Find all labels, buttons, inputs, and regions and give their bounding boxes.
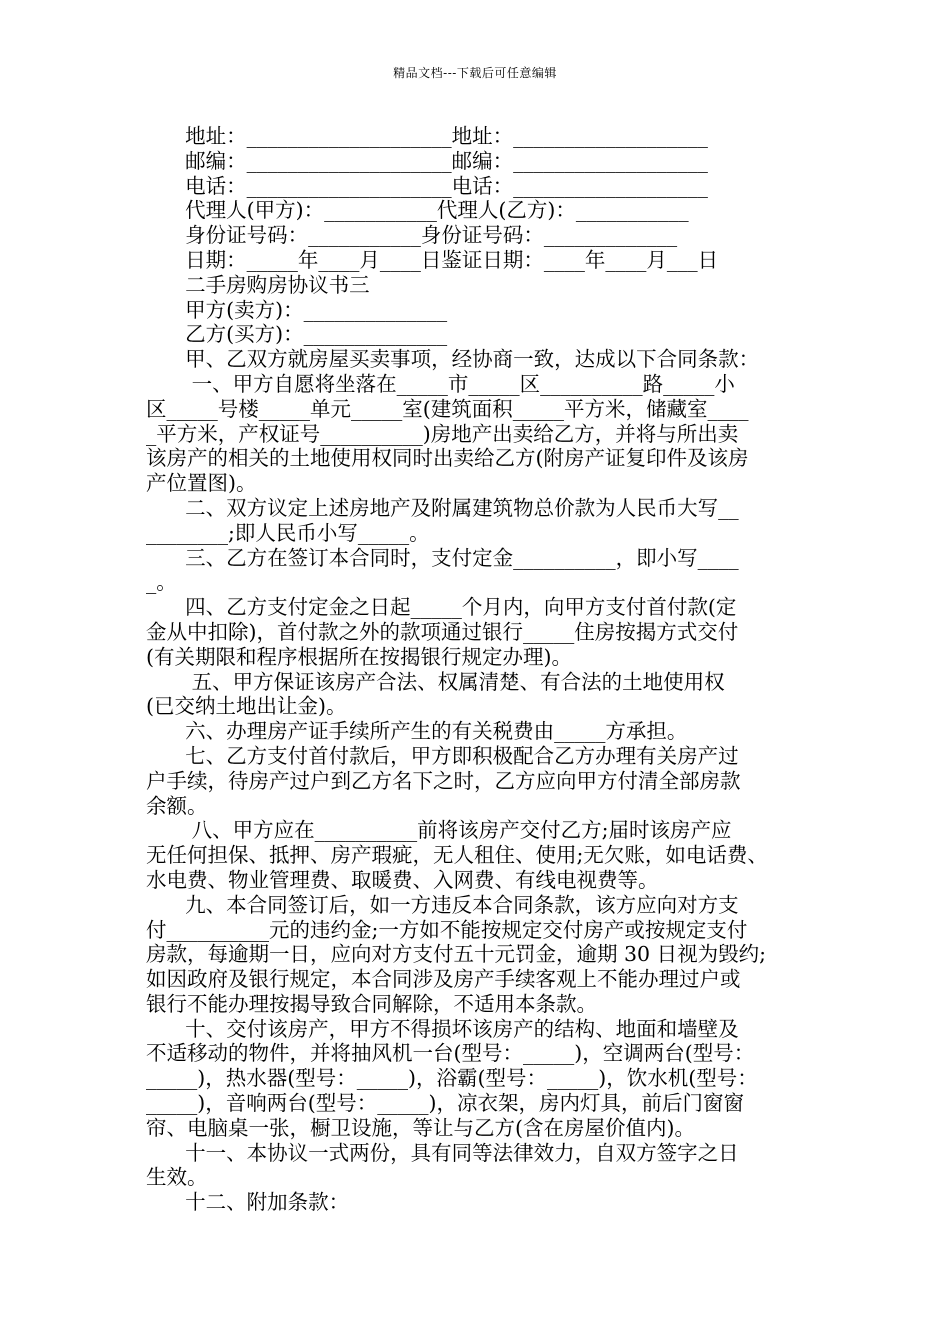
text-line: _____)，热水器(型号：_____)，浴霸(型号：_____)，饮水机(型号： — [146, 1066, 758, 1091]
contract-body — [146, 124, 816, 1215]
text-line: 不适移动的物件，并将抽风机一台(型号：_____)，空调两台(型号： — [146, 1041, 755, 1066]
text-line: 八、甲方应在__________前将该房产交付乙方;届时该房产应 — [146, 818, 732, 843]
text-line: 产位置图)。 — [146, 471, 257, 496]
text-line: 七、乙方支付首付款后，甲方即积极配合乙方办理有关房产过 — [146, 743, 739, 768]
text-line: _。 — [146, 570, 177, 595]
text-line: _平方米，产权证号__________)房地产出卖给乙方，并将与所出卖 — [146, 421, 739, 446]
text-line: 邮编：____________________邮编：___________________ — [146, 148, 708, 173]
text-line: 日期：_____年____月____日鉴证日期：____年____月___日 — [146, 247, 719, 272]
text-line: 金从中扣除)，首付款之外的款项通过银行_____住房按揭方式交付 — [146, 619, 739, 644]
text-line: 付__________元的违约金;一方如不能按规定交付房产或按规定支付 — [146, 917, 748, 942]
text-line: (有关期限和程序根据所在按揭银行规定办理)。 — [146, 644, 572, 669]
text-line: 六、办理房产证手续所产生的有关税费由_____方承担。 — [146, 719, 688, 744]
text-line: 房款，每逾期一日，应向对方支付五十元罚金，逾期 30 日视为毁约; — [146, 942, 767, 967]
text-line: 一、甲方自愿将坐落在_____市_____区__________路_____小 — [146, 371, 735, 396]
text-line: 身份证号码：___________身份证号码：_____________ — [146, 223, 678, 248]
text-line: 五、甲方保证该房产合法、权属清楚、有合法的土地使用权 — [146, 669, 725, 694]
text-line: _____)，音响两台(型号：_____)，凉衣架，房内灯具，前后门窗窗 — [146, 1091, 744, 1116]
text-line: 水电费、物业管理费、取暖费、入网费、有线电视费等。 — [146, 867, 659, 892]
text-line: 三、乙方在签订本合同时，支付定金__________，即小写____ — [146, 545, 739, 570]
text-line: 九、本合同签订后，如一方违反本合同条款，该方应向对方支 — [146, 892, 739, 917]
text-line: 电话：____________________电话：___________________ — [146, 173, 708, 198]
text-line: 二手房购房协议书三 — [146, 272, 370, 297]
page-header: 精品文档---下载后可任意编辑 — [393, 66, 557, 80]
text-line: 无任何担保、抵押、房产瑕疵，无人租住、使用;无欠账，如电话费、 — [146, 843, 768, 868]
text-line: 地址：____________________地址：___________________ — [146, 124, 708, 148]
text-line: 户手续，待房产过户到乙方名下之时，乙方应向甲方付清全部房款 — [146, 768, 741, 793]
text-line: 该房产的相关的土地使用权同时出卖给乙方(附房产证复印件及该房 — [146, 446, 749, 471]
text-line: 帘、电脑桌一张，橱卫设施，等让与乙方(含在房屋价值内)。 — [146, 1115, 695, 1140]
text-line: 银行不能办理按揭导致合同解除，不适用本条款。 — [146, 991, 597, 1016]
text-line: 区_____号楼_____单元_____室(建筑面积_____平方米，储藏室____ — [146, 396, 749, 421]
text-line: 甲、乙双方就房屋买卖事项，经协商一致，达成以下合同条款： — [146, 347, 760, 372]
text-line: 十二、附加条款： — [146, 1190, 350, 1215]
text-line: 如因政府及银行规定，本合同涉及房产手续客观上不能办理过户或 — [146, 967, 741, 992]
text-line: 余额。 — [146, 793, 208, 818]
text-line: 代理人(甲方)：___________代理人(乙方)：___________ — [146, 198, 689, 223]
text-line: 四、乙方支付定金之日起_____个月内，向甲方支付首付款(定 — [146, 595, 737, 620]
text-line: 乙方(买方)：______________ — [146, 322, 448, 347]
text-line: ________;即人民币小写_____。 — [146, 520, 430, 545]
text-line: 十一、本协议一式两份，具有同等法律效力，自双方签字之日 — [146, 1140, 739, 1165]
text-line: 甲方(卖方)：______________ — [146, 297, 448, 322]
text-line: (已交纳土地出让金)。 — [146, 694, 347, 719]
text-line: 生效。 — [146, 1165, 208, 1190]
text-line: 十、交付该房产，甲方不得损坏该房产的结构、地面和墙壁及 — [146, 1016, 739, 1041]
text-line: 二、双方议定上述房地产及附属建筑物总价款为人民币大写__ — [146, 495, 739, 520]
